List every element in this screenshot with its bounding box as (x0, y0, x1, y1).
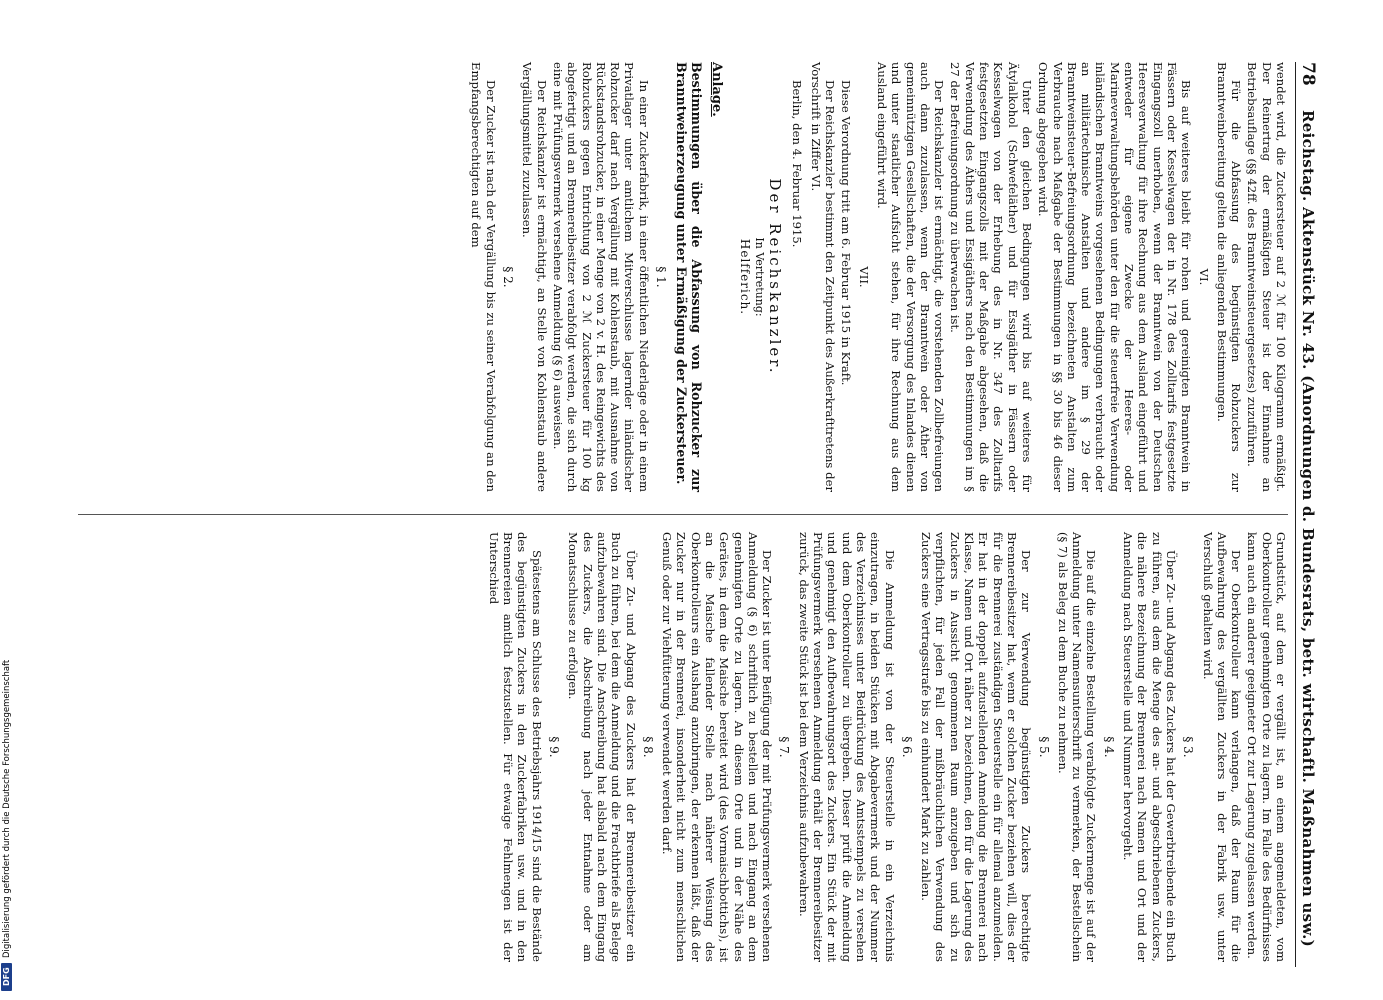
paragraph: Die Anmeldung ist von der Steuerstelle in ein Verzeichnis einzutragen, in beiden Stücken mit Abgabevermerk und der Nummer des Verzeichnisses unter Beidrückung des Amtsstempels zu versehen und dem Oberkontrolleur zu übergeben. Dieser prüft die Anmeldung und genehmigt den Aufbewahrungsort des Zuckers. Ein Stück der mit Prüfungsvermerk versehenen Anmeldung erhält der Brennereibesitzer zurück, das zweite Stück ist bei dem Verzeichnis aufzubewahren. (796, 532, 897, 962)
date-line: Berlin, den 4. Februar 1915. (790, 80, 805, 248)
paragraph: Der Zucker ist nach der Vergällung bis zu seiner Verabfolgung an den Empfangsberechtigten auf dem (469, 62, 498, 492)
paragraph: Über Zu- und Abgang des Zuckers hat der Gewerbtreibende ein Buch zu führen, aus dem die Menge des an- und abgeschriebenen Zuckers, die nähere Bezeichnung der Brennerei nach Namen und Ort und der Anmeldung nach Steuerstelle und Nummer hervorgeht. (1121, 532, 1178, 962)
digitization-footer (0, 600, 14, 1000)
paragraph: In einer Zuckerfabrik, in einer öffentlichen Niederlage oder in einem Privatlager unter amtlichem Mitverschlusse lagernder inländischer Rohzucker darf nach Vergällung mit Kohlenstaub, mit Ausnahme von Rückstandsrohzucker, in einer Menge von 2 v. H. des Reingewichts des Rohzuckers gegen Entrichtung von 2 ℳ Zuckersteuer für 100 kg abgefertigt und an Brennereibesitzer verabfolgt werden, die sich durch eine mit Prüfungsvermerk versehene Anmeldung (§ 6) ausweisen. (550, 62, 651, 492)
paragraph-number: § 9. (547, 736, 562, 758)
document-page (66, 62, 1318, 967)
page-header (1295, 62, 1318, 967)
signature-deputy: In Vertretung: (752, 237, 766, 317)
paragraph-number: § 3. (1181, 736, 1196, 758)
paragraph-number: § 1. (654, 266, 669, 288)
running-head: Reichstag. Aktenstück Nr. 43. (Anordnungen d. Bundesrats, betr. wirtschaftl. Maßnahmen usw.) (1299, 110, 1317, 948)
paragraph: Der Reichskanzler bestimmt den Zeitpunkt des Außerkrafttretens der Vorschrift in Ziffer VI. (808, 62, 838, 492)
paragraph: Über Zu- und Abgang des Zuckers hat der Brennereibesitzer ein Buch zu führen, bei dem die Anmeldung und die Frachtbriefe als Belege aufzubewahren sind. Die Anschreibung hat alsbald nach dem Eingang des Zuckers, die Abschreibung nach jeder Entnahme oder am Monatsschlusse zu erfolgen. (566, 532, 638, 962)
paragraph: Der zur Verwendung begünstigten Zuckers berechtigte Brennereibesitzer hat, wenn er solchen Zucker beziehen will, dies der für die Brennerei zuständigen Steuerstelle ein für allemal anzumelden. Er hat in der doppelt aufzustellenden Anmeldung die Brennerei nach Klasse, Namen und Ort näher zu bezeichnen, den für die Lagerung des Zuckers in Aussicht genommenen Raum anzugeben und sich zu verpflichten, für jeden Fall der mißbräuchlichen Verwendung des Zuckers eine Vertragsstrafe bis zu einhundert Mark zu zahlen. (919, 532, 1034, 962)
paragraph: wendet wird, die Zuckersteuer auf 2 ℳ für 100 Kilogramm ermäßigt. Der Reinertrag der ermäßigten Steuer ist der Einnahme an Betriebsauflage (§§ 42ff. des Branntweinsteuergesetzes) zuzuführen. (1245, 62, 1288, 492)
paragraph-number: § 8. (640, 736, 655, 758)
page-number: 78 (1298, 62, 1318, 86)
annex-title: Bestimmungen über die Abfassung von Rohzucker zur Branntweinerzeugung unter Ermäßigung der Zuckersteuer. (674, 62, 705, 492)
column-divider (78, 514, 1288, 515)
paragraph-number: § 4. (1101, 736, 1116, 758)
paragraph-number: § 6. (899, 736, 914, 758)
left-column (88, 62, 1288, 492)
dfg-logo-text: DFG (2, 967, 11, 987)
paragraph: Der Reichskanzler ist ermächtigt, die vorstehenden Zollbefreiungen auch dann zuzulassen, wenn der Branntwein oder Äther von gemeinnützigen Gesellschaften, die der Versorgung des Inlandes dienen und unter staatlicher Aufsicht stehen, für ihre Rechnung aus dem Ausland eingeführt wird. (874, 62, 947, 492)
annex-label: Anlage. (709, 62, 725, 117)
dfg-logo-icon (1, 963, 12, 991)
paragraph: Diese Verordnung tritt am 6. Februar 1915 in Kraft. (839, 80, 854, 386)
paragraph: Für die Abfassung des begünstigten Rohzuckers zur Branntweinbereitung gelten die anliegenden Bestimmungen. (1214, 62, 1244, 492)
right-column (88, 532, 1288, 962)
paragraph: Der Zucker ist unter Beifügung der mit Prüfungsvermerk versehenen Anmeldung (§ 6) schriftlich zu bestellen und nach Eingang an dem genehmigten Orte zu lagern. An diesem Orte und in der Nähe des Gerätes, in dem die Maische bereitet wird (des Vormaischbottichs), ist an die Maische fallender Stelle nach näherer Weisung des Oberkontrolleurs ein Aushang anzubringen, der erkennen läßt, daß der Zucker nur in der Brennerei, insonderheit nicht zum menschlichen Genuß oder zur Viehfütterung verwendet werden darf. (660, 532, 775, 962)
funding-notice: Digitalisierung gefördert durch die Deutsche Forschungsgemeinschaft (2, 659, 12, 958)
paragraph-number: § 5. (1036, 736, 1051, 758)
paragraph-number: § 7. (777, 736, 792, 758)
paragraph: Bis auf weiteres bleibt für rohen und gereinigten Branntwein in Fässern oder Kesselwagen der in Nr. 178 des Zolltarifs festgesetzte Eingangszoll unerhoben, wenn der Branntwein von der Deutschen Heeresverwaltung für ihre Rechnung aus dem Ausland eingeführt und entweder für eigene Zwecke der Heeres- oder Marineverwaltungsbehörden unter den für die steuerfreie Verwendung inländischen Branntweins vorgesehenen Bedingungen verbraucht oder an militärtechnische Anstalten und andere im § 29 der Branntweinsteuer-Befreiungsordnung bezeichneten Anstalten zum Verbrauche nach Maßgabe der Bestimmungen in §§ 30 bis 46 dieser Ordnung abgegeben wird. (1036, 62, 1194, 492)
signature-name: Helfferich. (737, 238, 752, 316)
signature-title: Der Reichskanzler. (766, 178, 785, 376)
paragraph: Grundstück, auf dem er vergällt ist, an einem angemeldeten, vom Oberkontrolleur genehmigten Orte zu lagern. Im Falle des Bedürfnisses kann auch ein anderer geeigneter Ort zur Lagerung zugelassen werden. (1245, 532, 1288, 962)
paragraph: Unter den gleichen Bedingungen wird bis auf weiteres für Ätylalkohol (Schwefeläther) und für Essigäther in Fässern oder Kesselwagen von der Erhebung des in Nr. 347 des Zolltarifs festgesetzten Eingangszolls mit der Maßgabe abgesehen, daß die Verwendung des Äthers und Essigäthers nach den Bestimmungen im § 27 der Befreiungsordnung zu überwachen ist. (948, 62, 1034, 492)
section-heading: VI. (1196, 268, 1211, 286)
paragraph-number: § 2. (501, 266, 516, 288)
paragraph: Spätestens am Schlusse des Betriebsjahrs 1914/15 sind die Bestände des begünstigten Zuckers in den Zuckerfabriken usw. und in den Brennereien amtlich festzustellen. Für etwaige Fehlmengen ist der Unterschied (486, 532, 544, 962)
section-heading: VII. (856, 266, 871, 288)
paragraph: Die auf die einzelne Bestellung verabfolgte Zuckermenge ist auf der Anmeldung unter Namensunterschrift zu vermerken, der Bestellschein (§ 7) als Beleg zu dem Buche zu nehmen. (1055, 532, 1099, 962)
paragraph: Der Reichskanzler ist ermächtigt, an Stelle von Kohlenstaub andere Vergällungsmittel zuzulassen. (520, 62, 549, 492)
paragraph: Der Oberkontrolleur kann verlangen, daß der Raum für die Aufbewahrung des vergällten Zuckers in der Fabrik usw. unter Verschluß gehalten wird. (1200, 532, 1244, 962)
